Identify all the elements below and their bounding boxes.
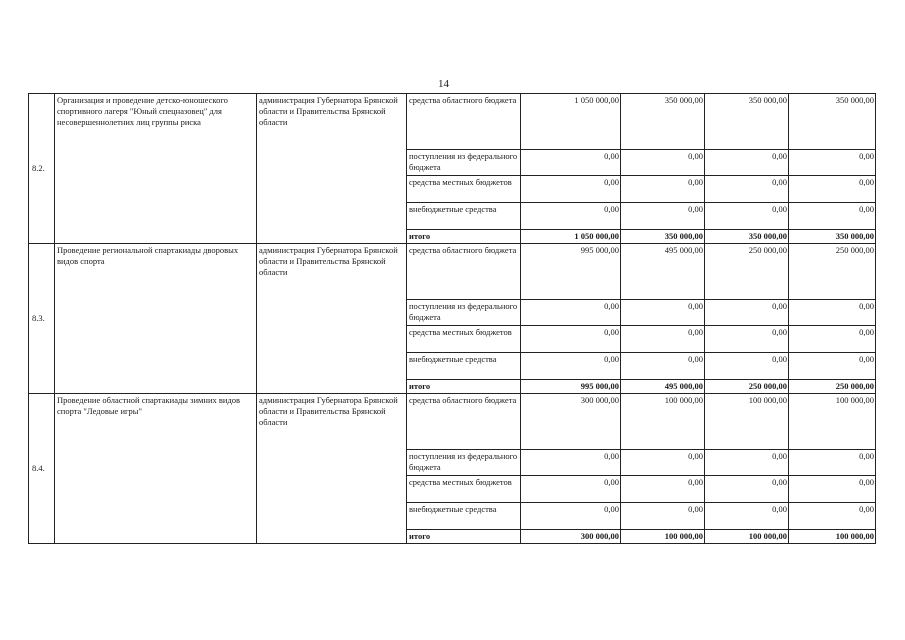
- amount-cell: 100 000,00: [789, 530, 876, 544]
- amount-cell: 0,00: [621, 353, 705, 380]
- executor: администрация Губернатора Брянской области и Правительства Брянской области: [257, 394, 407, 544]
- amount-cell: 350 000,00: [789, 94, 876, 150]
- activity-name: Организация и проведение детско-юношеского спортивного лагеря "Юный спецназовец" для несовершеннолетних лиц группы риска: [55, 94, 257, 244]
- amount-cell: 0,00: [621, 503, 705, 530]
- funding-source: итого: [407, 230, 521, 244]
- amount-cell: 1 050 000,00: [521, 230, 621, 244]
- amount-cell: 0,00: [621, 450, 705, 476]
- amount-cell: 100 000,00: [621, 530, 705, 544]
- amount-cell: 0,00: [705, 326, 789, 353]
- amount-cell: 0,00: [705, 476, 789, 503]
- activity-name: Проведение региональной спартакиады дворовых видов спорта: [55, 244, 257, 394]
- amount-cell: 250 000,00: [789, 244, 876, 300]
- amount-cell: 100 000,00: [789, 394, 876, 450]
- amount-cell: 0,00: [621, 476, 705, 503]
- amount-cell: 0,00: [621, 176, 705, 203]
- amount-cell: 0,00: [789, 476, 876, 503]
- funding-source: средства местных бюджетов: [407, 326, 521, 353]
- page-number: 14: [438, 78, 449, 90]
- amount-cell: 0,00: [521, 203, 621, 230]
- source-row: [29, 94, 876, 150]
- amount-cell: 350 000,00: [621, 94, 705, 150]
- item-number: 8.4.: [29, 394, 55, 544]
- funding-source: поступления из федерального бюджета: [407, 150, 521, 176]
- funding-source: итого: [407, 530, 521, 544]
- amount-cell: 0,00: [789, 203, 876, 230]
- amount-cell: 0,00: [621, 203, 705, 230]
- amount-cell: 0,00: [705, 450, 789, 476]
- item-number: 8.3.: [29, 244, 55, 394]
- amount-cell: 0,00: [705, 150, 789, 176]
- amount-cell: 0,00: [621, 326, 705, 353]
- executor: администрация Губернатора Брянской области и Правительства Брянской области: [257, 244, 407, 394]
- source-row: [29, 244, 876, 300]
- amount-cell: 100 000,00: [705, 530, 789, 544]
- amount-cell: 0,00: [789, 326, 876, 353]
- amount-cell: 0,00: [789, 503, 876, 530]
- activity-name: Проведение областной спартакиады зимних видов спорта "Ледовые игры": [55, 394, 257, 544]
- amount-cell: 0,00: [789, 353, 876, 380]
- amount-cell: 0,00: [521, 150, 621, 176]
- amount-cell: 0,00: [789, 300, 876, 326]
- amount-cell: 350 000,00: [621, 230, 705, 244]
- amount-cell: 300 000,00: [521, 530, 621, 544]
- amount-cell: 100 000,00: [621, 394, 705, 450]
- funding-source: средства областного бюджета: [407, 244, 521, 300]
- amount-cell: 0,00: [521, 476, 621, 503]
- amount-cell: 0,00: [705, 176, 789, 203]
- amount-cell: 300 000,00: [521, 394, 621, 450]
- funding-source: внебюджетные средства: [407, 503, 521, 530]
- amount-cell: 250 000,00: [789, 380, 876, 394]
- amount-cell: 0,00: [621, 150, 705, 176]
- funding-source: внебюджетные средства: [407, 203, 521, 230]
- amount-cell: 350 000,00: [705, 94, 789, 150]
- funding-source: средства местных бюджетов: [407, 176, 521, 203]
- funding-source: средства областного бюджета: [407, 394, 521, 450]
- amount-cell: 495 000,00: [621, 380, 705, 394]
- amount-cell: 495 000,00: [621, 244, 705, 300]
- funding-source: итого: [407, 380, 521, 394]
- amount-cell: 0,00: [521, 503, 621, 530]
- amount-cell: 0,00: [705, 503, 789, 530]
- amount-cell: 1 050 000,00: [521, 94, 621, 150]
- amount-cell: 250 000,00: [705, 380, 789, 394]
- funding-source: поступления из федерального бюджета: [407, 450, 521, 476]
- funding-source: поступления из федерального бюджета: [407, 300, 521, 326]
- amount-cell: 350 000,00: [789, 230, 876, 244]
- amount-cell: 995 000,00: [521, 244, 621, 300]
- executor: администрация Губернатора Брянской области и Правительства Брянской области: [257, 94, 407, 244]
- amount-cell: 0,00: [705, 300, 789, 326]
- funding-source: внебюджетные средства: [407, 353, 521, 380]
- amount-cell: 350 000,00: [705, 230, 789, 244]
- funding-source: средства местных бюджетов: [407, 476, 521, 503]
- funding-source: средства областного бюджета: [407, 94, 521, 150]
- amount-cell: 0,00: [521, 326, 621, 353]
- source-row: [29, 394, 876, 450]
- amount-cell: 0,00: [521, 176, 621, 203]
- amount-cell: 0,00: [789, 150, 876, 176]
- financing-table: [28, 93, 876, 544]
- amount-cell: 0,00: [789, 176, 876, 203]
- amount-cell: 0,00: [789, 450, 876, 476]
- amount-cell: 0,00: [521, 450, 621, 476]
- amount-cell: 0,00: [705, 203, 789, 230]
- amount-cell: 0,00: [621, 300, 705, 326]
- amount-cell: 995 000,00: [521, 380, 621, 394]
- item-number: 8.2.: [29, 94, 55, 244]
- amount-cell: 0,00: [521, 353, 621, 380]
- amount-cell: 0,00: [521, 300, 621, 326]
- amount-cell: 100 000,00: [705, 394, 789, 450]
- amount-cell: 250 000,00: [705, 244, 789, 300]
- amount-cell: 0,00: [705, 353, 789, 380]
